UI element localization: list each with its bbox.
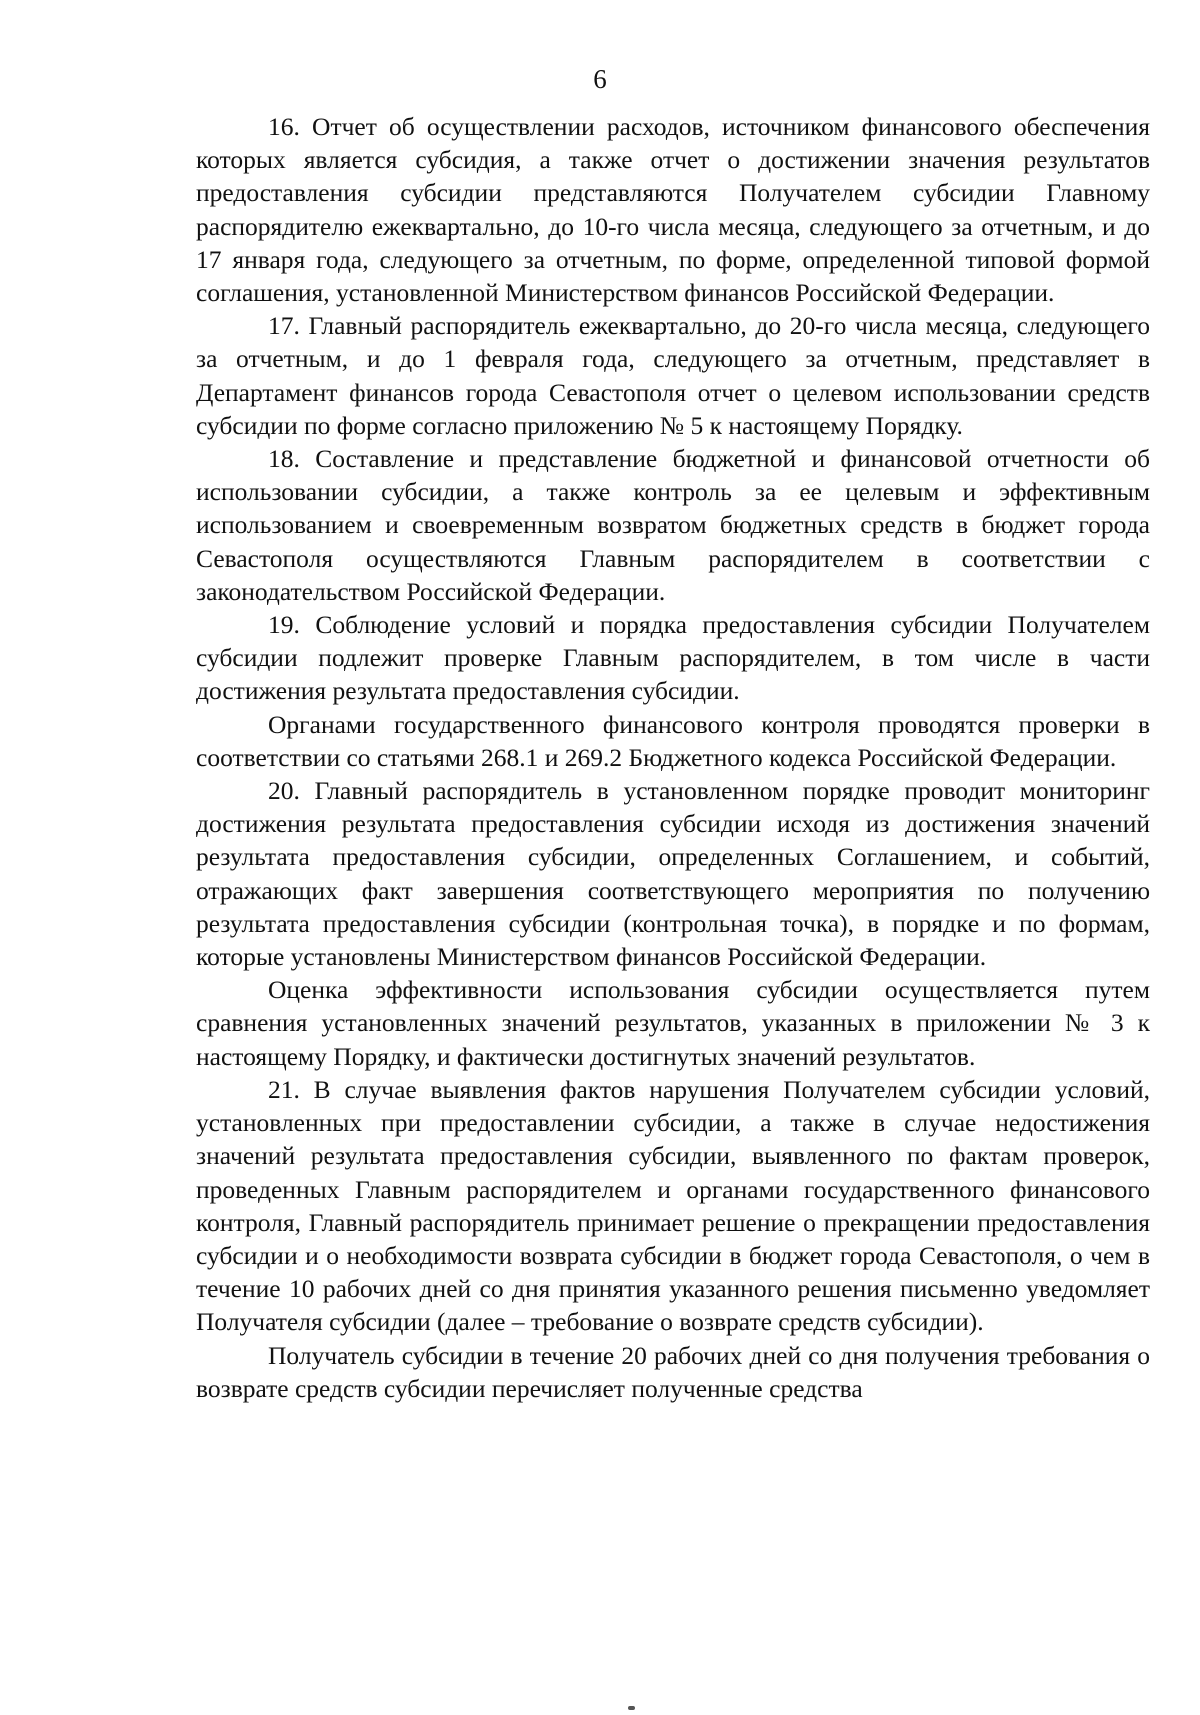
paragraph-21-refund: Получатель субсидии в течение 20 рабочих дней со дня получения требования о возврате средств субсидии перечисляет полученные средства xyxy=(196,1340,1150,1403)
paragraph-19-control: Органами государственного финансового контроля проводятся проверки в соответствии со статьями 268.1 и 269.2 Бюджетного кодекса Российской Федерации. xyxy=(196,709,1150,772)
paragraph-20: 20. Главный распорядитель в установленном порядке проводит мониторинг достижения результата предоставления субсидии исходя из достижения значений результата предоставления субсидии, определенных Соглашением, и событий, отражающих факт завершения соответствующего мероприятия по получению результата предоставления субсидии (контрольная точка), в порядке и по формам, которые установлены Министерством финансов Российской Федерации. xyxy=(196,776,1150,972)
paragraph-17: 17. Главный распорядитель ежеквартально, до 20-го числа месяца, следующего за отчетным, и до 1 февраля года, следующего за отчетным, представляет в Департамент финансов города Севастополя отчет о целевом использовании средств субсидии по форме согласно приложению № 5 к настоящему Порядку. xyxy=(196,311,1150,440)
paragraph-18: 18. Составление и представление бюджетной и финансовой отчетности об использовании субсидии, а также контроль за ее целевым и эффективным использованием и своевременным возвратом бюджетных средств в бюджет города Севастополя осуществляются Главным распорядителем в соответствии с законодательством Российской Федерации. xyxy=(196,444,1150,606)
page-number: 6 xyxy=(593,64,607,94)
paragraph-20-assessment: Оценка эффективности использования субсидии осуществляется путем сравнения установленных значений результатов, указанных в приложении № 3 к настоящему Порядку, и фактически достигнутых значений результатов. xyxy=(196,975,1150,1071)
paragraph-19: 19. Соблюдение условий и порядка предоставления субсидии Получателем субсидии подлежит проверке Главным распорядителем, в том числе в части достижения результата предоставления субсидии. xyxy=(196,610,1150,706)
scan-artifact xyxy=(628,1706,635,1710)
paragraph-21: 21. В случае выявления фактов нарушения Получателем субсидии условий, установленных при предоставлении субсидии, а также в случае недостижения значений результата предоставления субсидии, выявленного по фактам проверок, проведенных Главным распорядителем и органами государственного финансового контроля, Главный распорядитель принимает решение о прекращении предоставления субсидии и о необходимости возврата субсидии в бюджет города Севастополя, о чем в течение 10 рабочих дней со дня принятия указанного решения письменно уведомляет Получателя субсидии (далее – требование о возврате средств субсидии). xyxy=(196,1074,1150,1337)
paragraph-16: 16. Отчет об осуществлении расходов, источником финансового обеспечения которых является субсидия, а также отчет о достижении значения результатов предоставления субсидии представляются Получателем субсидии Главному распорядителю ежеквартально, до 10-го числа месяца, следующего за отчетным, и до 17 января года, следующего за отчетным, по форме, определенной типовой формой соглашения, установленной Министерством финансов Российской Федерации. xyxy=(196,112,1150,308)
document-body xyxy=(196,110,1150,1405)
